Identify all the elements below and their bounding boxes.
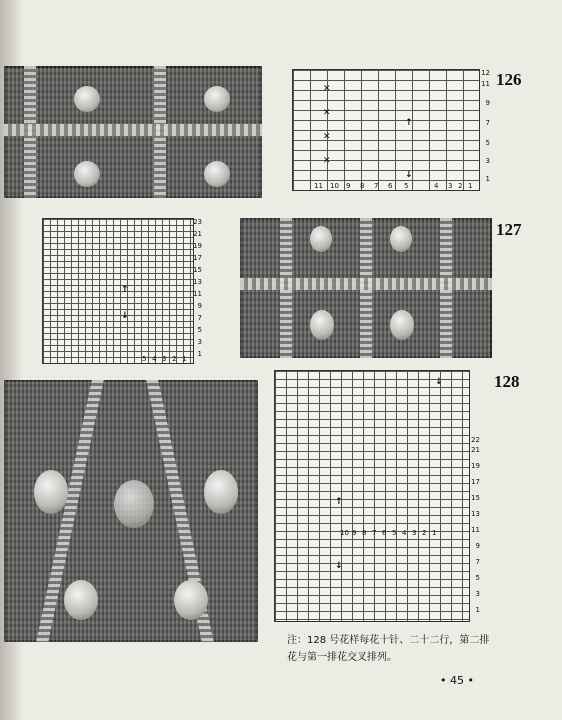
chart-126-row-labels: 12 11 9 7 5 3 1 [481, 69, 490, 183]
pattern-note [287, 632, 537, 666]
swatch-photo-127 [240, 218, 492, 358]
pattern-number-128: 128 [494, 372, 520, 391]
knitting-chart-126: ✕ ✕ ✕ ✕ ↑ ↓ [292, 69, 480, 191]
chart-128-col-labels: 10 9 8 7 6 5 4 3 2 1 [340, 529, 437, 537]
swatch-photo-128 [4, 380, 258, 642]
pattern-number-127: 127 [496, 220, 522, 239]
chart-127-col-labels: 5 4 3 2 1 [142, 355, 187, 363]
chart-128-row-labels: 22 21 19 17 15 13 11 9 7 5 3 1 [471, 436, 480, 614]
note-line-1: 注：128 号花样每花十针、二十二行，第二排 [287, 635, 490, 646]
chart-127-row-labels: 23 21 19 17 15 13 11 9 7 5 3 1 [193, 218, 202, 358]
page-number: • 45 • [440, 674, 474, 687]
pattern-number-126: 126 [496, 70, 522, 89]
swatch-photo-126 [4, 66, 262, 198]
knitting-chart-128: ↓ ↑ ↓ [274, 370, 470, 622]
note-line-2: 花与第一排花交叉排列。 [287, 652, 397, 663]
knitting-chart-127: ↑ ↓ [42, 218, 194, 364]
chart-126-col-labels: 11 10 9 8 7 6 5 4 3 2 1 [314, 182, 473, 190]
